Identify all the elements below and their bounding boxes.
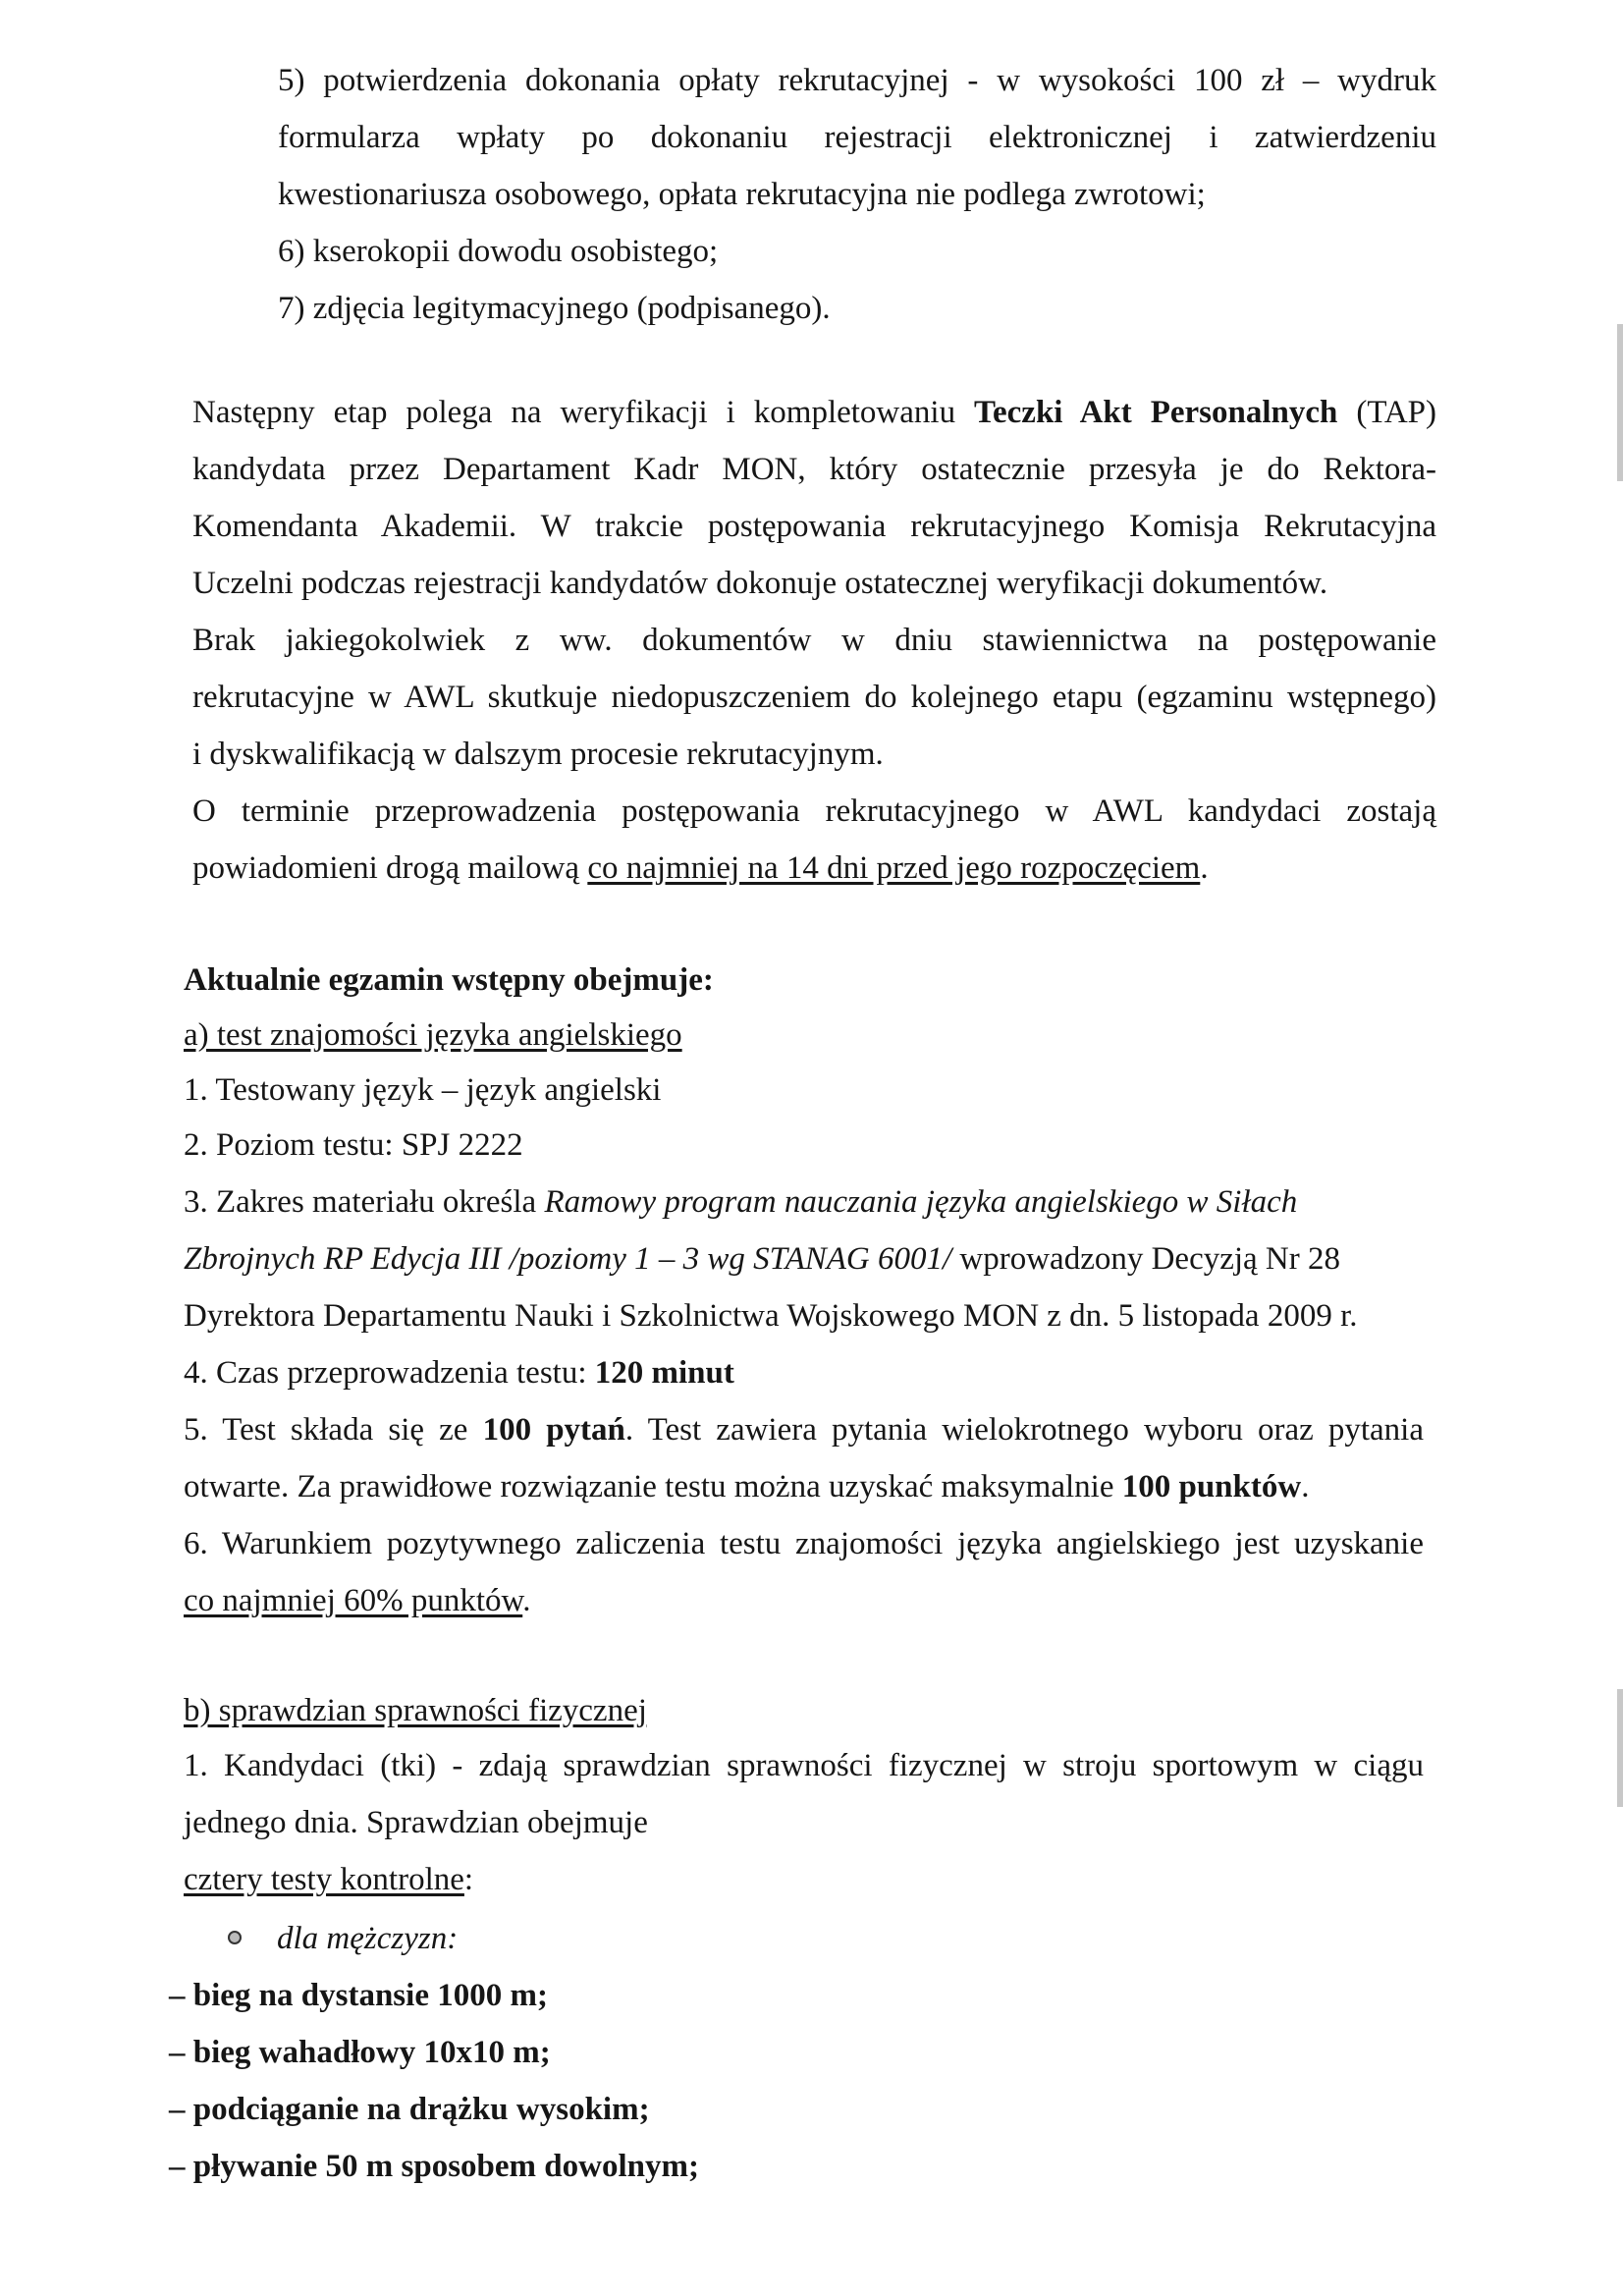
para-brak-line-2: rekrutacyjne w AWL skutkuje niedopuszczeniem do kolejnego etapu (egzaminu wstępnego) [192, 680, 1436, 715]
test-duration: 120 minut [594, 1355, 734, 1391]
section-a-item-2: 2. Poziom testu: SPJ 2222 [184, 1127, 523, 1163]
program-title-italic: Ramowy program nauczania języka angielskiego w Siłach [544, 1184, 1298, 1220]
max-points: 100 punktów [1121, 1469, 1302, 1504]
section-a-item-5-line-2: otwarte. Za prawidłowe rozwiązanie testu można uzyskać maksymalnie 100 punktów. [184, 1469, 1310, 1504]
para-brak-line-1: Brak jakiegokolwiek z ww. dokumentów w dniu stawiennictwa na postępowanie [192, 623, 1436, 658]
section-b-title: b) sprawdzian sprawności fizycznej [184, 1693, 647, 1728]
physical-test-1: – bieg na dystansie 1000 m; [169, 1978, 548, 2013]
section-a-item-6-line-1: 6. Warunkiem pozytywnego zaliczenia testu znajomości języka angielskiego jest uzyskanie [184, 1526, 1424, 1561]
list-item-5-line-1: 5) potwierdzenia dokonania opłaty rekrutacyjnej - w wysokości 100 zł – wydruk [278, 63, 1436, 98]
section-a-item-6-line-2: co najmniej 60% punktów. [184, 1583, 531, 1618]
section-b-item-1-line-1: 1. Kandydaci (tki) - zdają sprawdzian sprawności fizycznej w stroju sportowym w ciągu [184, 1748, 1424, 1783]
physical-test-2: – bieg wahadłowy 10x10 m; [169, 2035, 551, 2070]
para-tap-line-2: kandydata przez Departament Kadr MON, który ostatecznie przesyła je do Rektora- [192, 452, 1436, 487]
section-b-item-1-line-2: jednego dnia. Sprawdzian obejmuje [184, 1805, 648, 1840]
section-a-item-3-line-3: Dyrektora Departamentu Nauki i Szkolnictwa Wojskowego MON z dn. 5 listopada 2009 r. [184, 1298, 1358, 1334]
section-a-item-3-line-1: 3. Zakres materiału określa Ramowy program nauczania języka angielskiego w Siłach [184, 1184, 1298, 1220]
section-a-item-5-line-1: 5. Test składa się ze 100 pytań. Test zawiera pytania wielokrotnego wyboru oraz pytania [184, 1412, 1425, 1448]
physical-test-4: – pływanie 50 m sposobem dowolnym; [169, 2149, 699, 2184]
para-tap-line-1: Następny etap polega na weryfikacji i kompletowaniu Teczki Akt Personalnych (TAP) [192, 395, 1437, 430]
bullet-men: dla mężczyzn: [228, 1921, 458, 1958]
tap-bold-term: Teczki Akt Personalnych [974, 395, 1338, 430]
para-termin-line-2: powiadomieni drogą mailową co najmniej na 14 dni przed jego rozpoczęciem. [192, 850, 1209, 886]
section-a-item-4: 4. Czas przeprowadzenia testu: 120 minut [184, 1355, 734, 1391]
scan-edge-mark-top [1617, 324, 1623, 481]
question-count: 100 pytań [482, 1412, 625, 1448]
para-brak-line-3: i dyskwalifikacją w dalszym procesie rekrutacyjnym. [192, 737, 884, 772]
list-item-5-line-3: kwestionariusza osobowego, opłata rekrutacyjna nie podlega zwrotowi; [278, 177, 1206, 212]
section-a-item-1: 1. Testowany język – język angielski [184, 1072, 662, 1108]
section-a-item-3-line-2: Zbrojnych RP Edycja III /poziomy 1 – 3 wg STANAG 6001/ wprowadzony Decyzją Nr 28 [184, 1241, 1340, 1277]
notice-period-underlined: co najmniej na 14 dni przed jego rozpoczęciem [587, 850, 1201, 886]
control-tests-underlined: cztery testy kontrolne [184, 1862, 464, 1897]
scan-edge-mark-bottom [1617, 1689, 1623, 1807]
para-tap-line-3: Komendanta Akademii. W trakcie postępowania rekrutacyjnego Komisja Rekrutacyjna [192, 509, 1436, 544]
list-item-6: 6) kserokopii dowodu osobistego; [278, 234, 719, 269]
bullet-dot-icon [228, 1931, 242, 1944]
section-a-title: a) test znajomości języka angielskiego [184, 1017, 682, 1053]
exam-heading: Aktualnie egzamin wstępny obejmuje: [184, 962, 714, 998]
physical-test-3: – podciąganie na drążku wysokim; [169, 2092, 650, 2127]
para-termin-line-1: O terminie przeprowadzenia postępowania rekrutacyjnego w AWL kandydaci zostają [192, 793, 1436, 829]
section-b-item-1-line-3: cztery testy kontrolne: [184, 1862, 474, 1897]
list-item-7: 7) zdjęcia legitymacyjnego (podpisanego). [278, 291, 831, 326]
pass-threshold-underlined: co najmniej 60% punktów [184, 1583, 523, 1618]
para-tap-line-4: Uczelni podczas rejestracji kandydatów dokonuje ostatecznej weryfikacji dokumentów. [192, 566, 1328, 601]
list-item-5-line-2: formularza wpłaty po dokonaniu rejestracji elektronicznej i zatwierdzeniu [278, 120, 1436, 155]
